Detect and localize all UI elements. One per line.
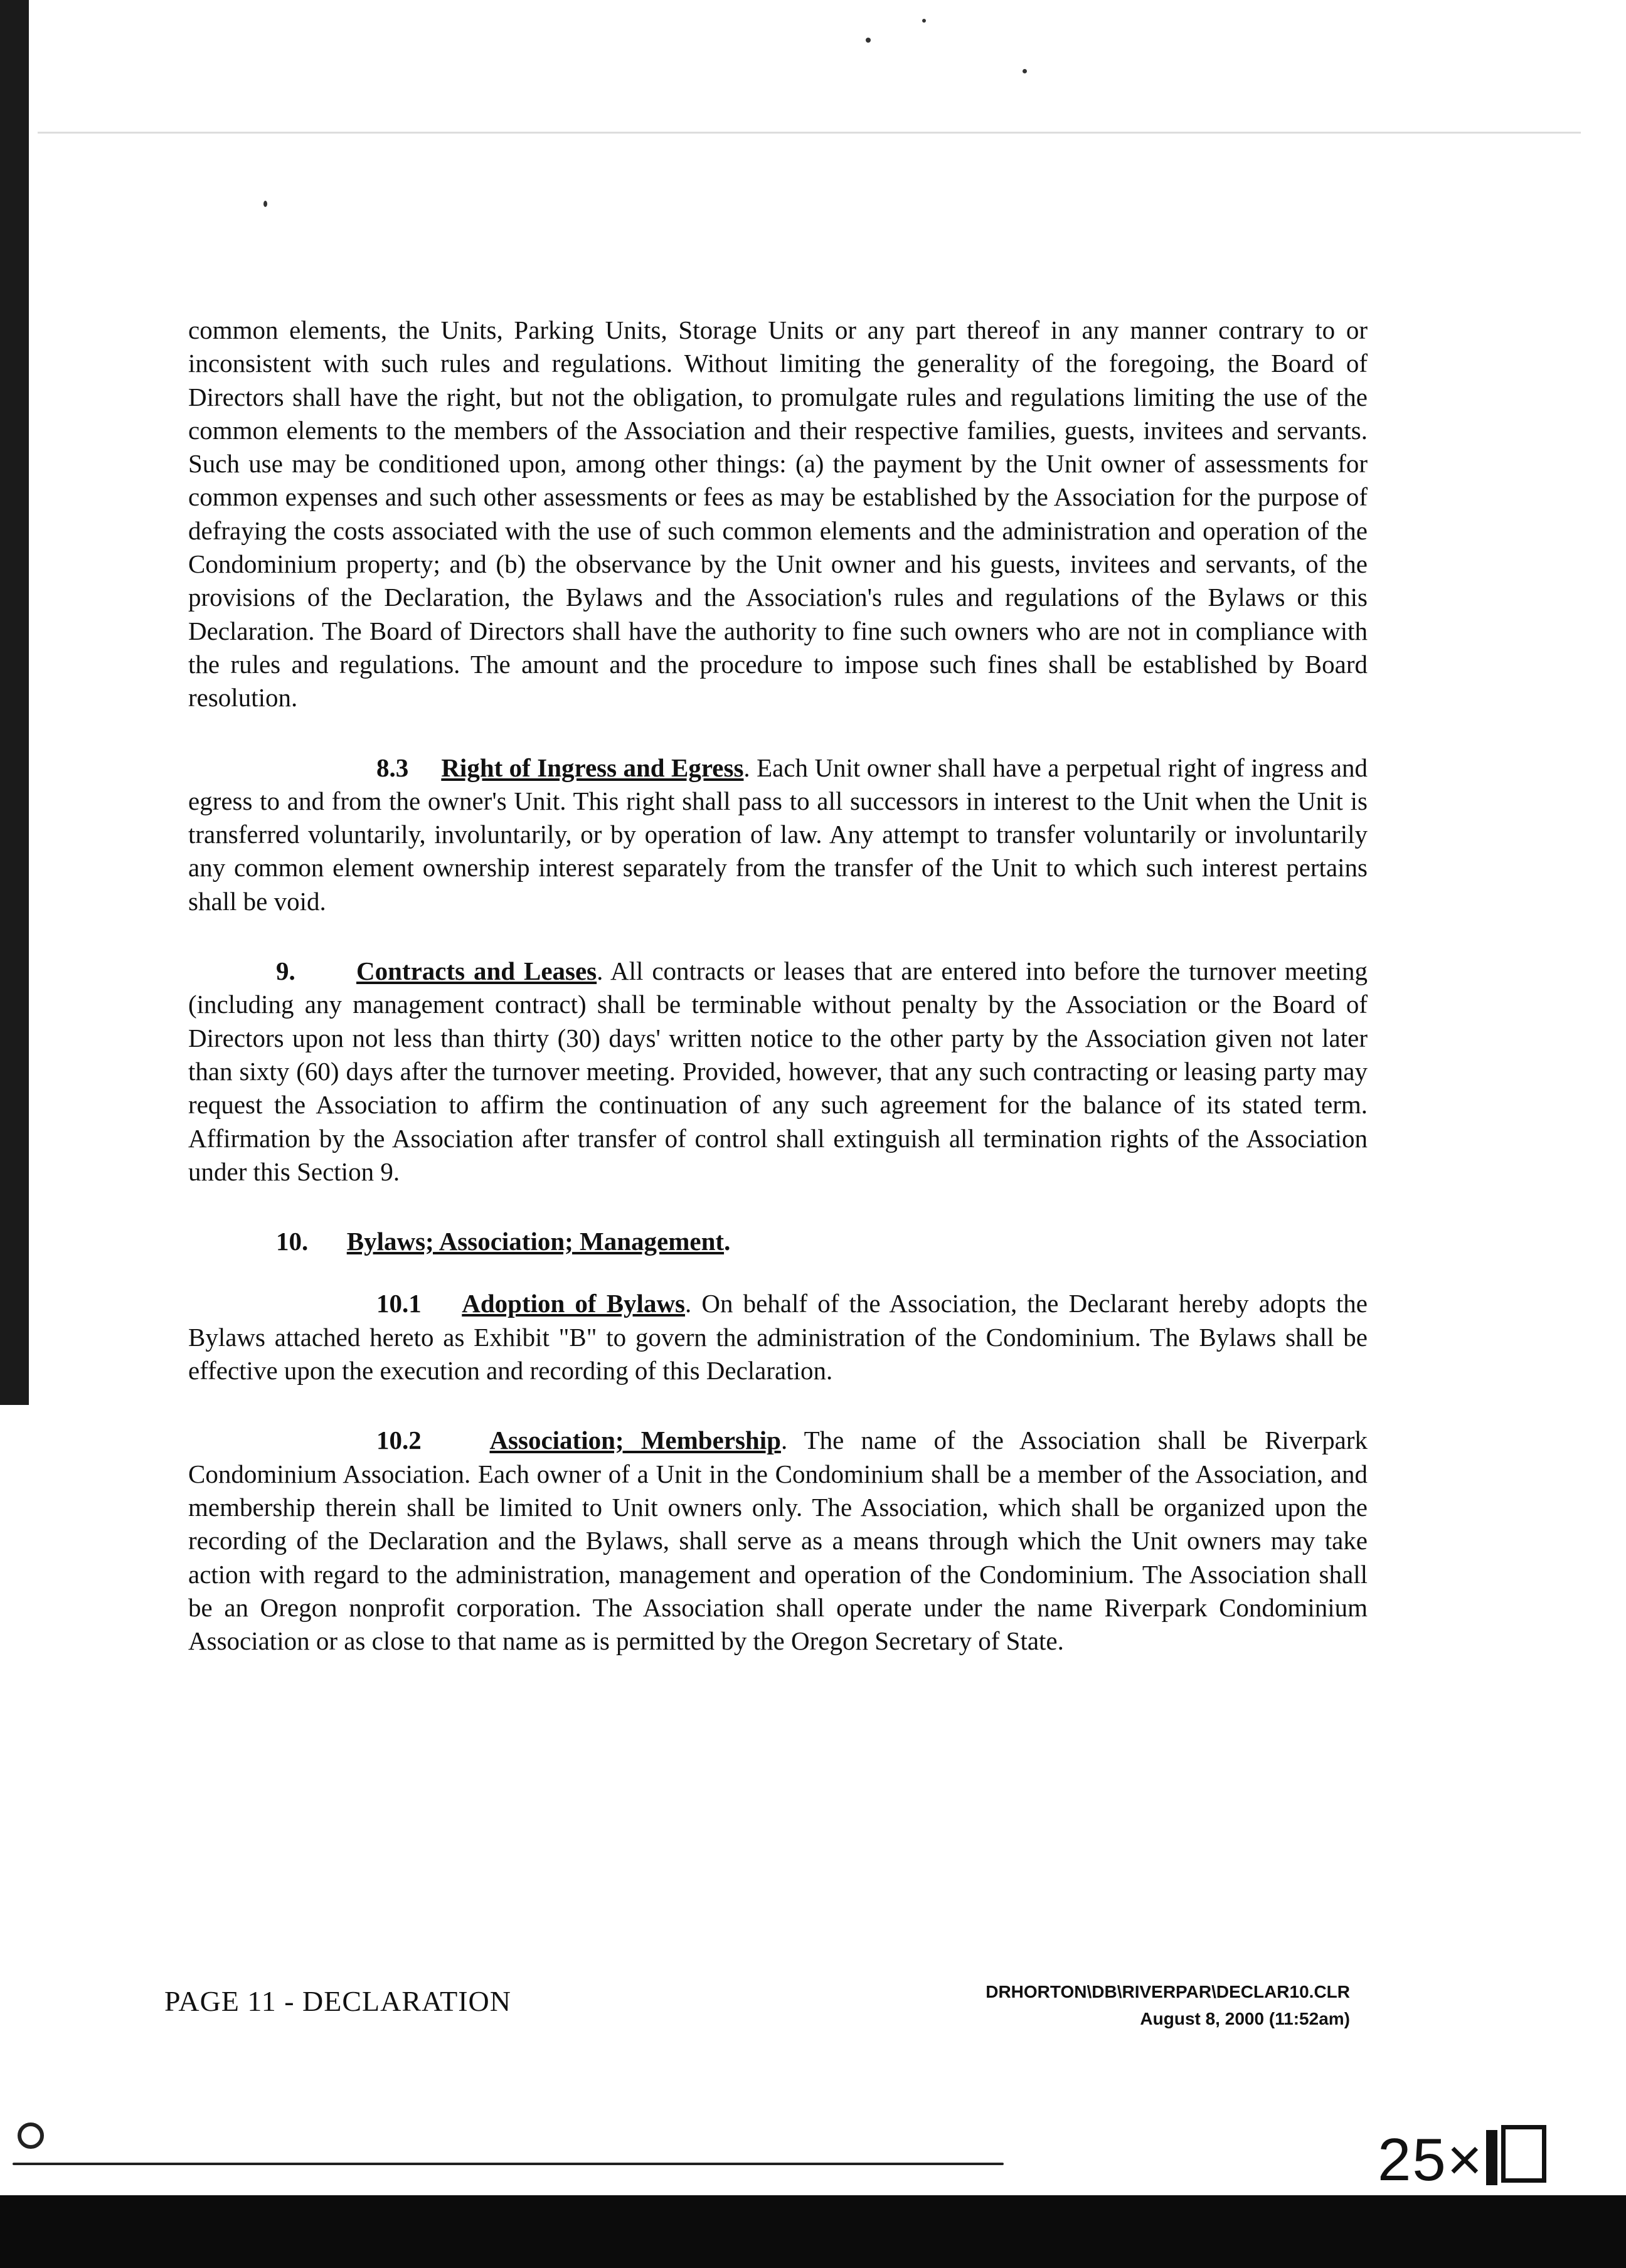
section-number: 10.1 [376,1289,422,1318]
file-path: DRHORTON\DB\RIVERPAR\DECLAR10.CLR [986,1982,1350,2001]
section-heading: Contracts and Leases [356,956,597,986]
section-body: On behalf of the Association, the Declarant hereby adopts the Bylaws attached hereto as Exhibit "B" to govern the administration of the Condominium. The Bylaws shall be effective upon the execution and recording of this Declaration. [188,1289,1368,1386]
section-number: 9. [276,956,295,986]
scan-line-top [38,132,1581,134]
speck [1023,69,1027,73]
stamp-bar-icon [1486,2130,1497,2185]
scan-rule-bottom [13,2163,1004,2165]
stamp-text: 25× [1378,2126,1484,2193]
section-body: All contracts or leases that are entered into before the turnover meeting (including any management contract) shall be terminable without penalty by the Association or the Board of Directors upon not less than thirty (30) days' written notice to the other party by the Association given not later than sixty (60) days after the turnover meeting. Provided, however, that any such contracting or leasing party may request the Association to affirm the continuation of any such agreement for the balance of its stated term. Affirmation by the Association after transfer of control shall extinguish all termination rights of the Association under this Section 9. [188,956,1368,1186]
document-body [188,314,1368,1694]
paragraph-rules: common elements, the Units, Parking Units, Storage Units or any part thereof in any manner contrary to or inconsistent with such rules and regulations. Without limiting the generality of the foregoing, the Board of Directors shall have the right, but not the obligation, to promulgate rules and regulations limiting the use of the common elements to the members of the Association and their respective families, guests, invitees and servants. Such use may be conditioned upon, among other things: (a) the payment by the Unit owner of assessments for common expenses and such other assessments or fees as may be established by the Association for the purpose of defraying the costs associated with the use of such common elements and the administration and operation of the Condominium property; and (b) the observance by the Unit owner and his guests, invitees and servants, of the provisions of the Declaration, the Bylaws and the Association's rules and regulations of the Bylaws or this Declaration. The Board of Directors shall have the authority to fine such owners who are not in compliance with the rules and regulations. The amount and the procedure to impose such fines shall be established by Board resolution. [188,315,1368,713]
speck [866,38,871,43]
timestamp: August 8, 2000 (11:52am) [1140,2009,1350,2029]
section-heading: Right of Ingress and Egress [441,753,744,782]
film-stamp [1378,2125,1546,2195]
section-heading: Adoption of Bylaws [462,1289,686,1318]
section-10-heading: 10. Bylaws; Association; Management. [276,1227,731,1256]
section-heading: Bylaws; Association; Management [346,1227,725,1256]
speck [922,19,926,23]
section-10-1: 10.1 Adoption of Bylaws. On behalf of the Association, the Declarant hereby adopts the Bylaws attached hereto as Exhibit "B" to govern the administration of the Condominium. The Bylaws shall be effective upon the execution and recording of this Declaration. [188,1289,1368,1386]
section-10-2: 10.2 Association; Membership. The name of the Association shall be Riverpark Condominium Association. Each owner of a Unit in the Condominium shall be a member of the Association, and membership therein shall be limited to Unit owners only. The Association, which shall be organized upon the recording of the Declaration and the Bylaws, shall serve as a means through which the Unit owners may take action with regard to the administration, management and operation of the Condominium. The Association shall be an Oregon nonprofit corporation. The Association shall operate under the name Riverpark Condominium Association or as close to that name as is permitted by the Oregon Secretary of State. [188,1426,1368,1656]
section-8-3: 8.3 Right of Ingress and Egress. Each Unit owner shall have a perpetual right of ingress and egress to and from the owner's Unit. This right shall pass to all successors in interest to the Unit when the Unit is transferred voluntarily, involuntarily, or by operation of law. Any attempt to transfer voluntarily or involuntarily any common element ownership interest separately from the transfer of the Unit to which such interest pertains shall be void. [188,753,1368,916]
stamp-box-icon [1501,2125,1546,2183]
section-number: 8.3 [376,753,409,782]
section-body: The name of the Association shall be Riverpark Condominium Association. Each owner of a Unit in the Condominium shall be a member of the Association, and membership therein shall be limited to Unit owners only. The Association, which shall be organized upon the recording of the Declaration and the Bylaws, shall serve as a means through which the Unit owners may take action with regard to the administration, management and operation of the Condominium. The Association shall be an Oregon nonprofit corporation. The Association shall operate under the name Riverpark Condominium Association or as close to that name as is permitted by the Oregon Secretary of State. [188,1426,1368,1656]
scan-edge-bottom [0,2195,1626,2268]
section-number: 10. [276,1227,309,1256]
page-label: PAGE 11 - DECLARATION [164,1985,511,2017]
speck [263,201,267,207]
section-body: Each Unit owner shall have a perpetual right of ingress and egress to and from the owner's Unit. This right shall pass to all successors in interest to the Unit when the Unit is transferred voluntarily, involuntarily, or by operation of law. Any attempt to transfer voluntarily or involuntarily any common element ownership interest separately from the transfer of the Unit to which such interest pertains shall be void. [188,753,1368,916]
section-heading: Association; Membership [489,1426,781,1455]
section-number: 10.2 [376,1426,422,1455]
scan-edge-left [0,0,29,1405]
section-9: 9. Contracts and Leases. All contracts or leases that are entered into before the turnover meeting (including any management contract) shall be terminable without penalty by the Association or the Board of Directors upon not less than thirty (30) days' written notice to the other party by the Association given not later than sixty (60) days after the turnover meeting. Provided, however, that any such contracting or leasing party may request the Association to affirm the continuation of any such agreement for the balance of its stated term. Affirmation by the Association after transfer of control shall extinguish all termination rights of the Association under this Section 9. [188,956,1368,1186]
registration-circle [18,2122,44,2149]
file-info [986,1978,1350,2033]
